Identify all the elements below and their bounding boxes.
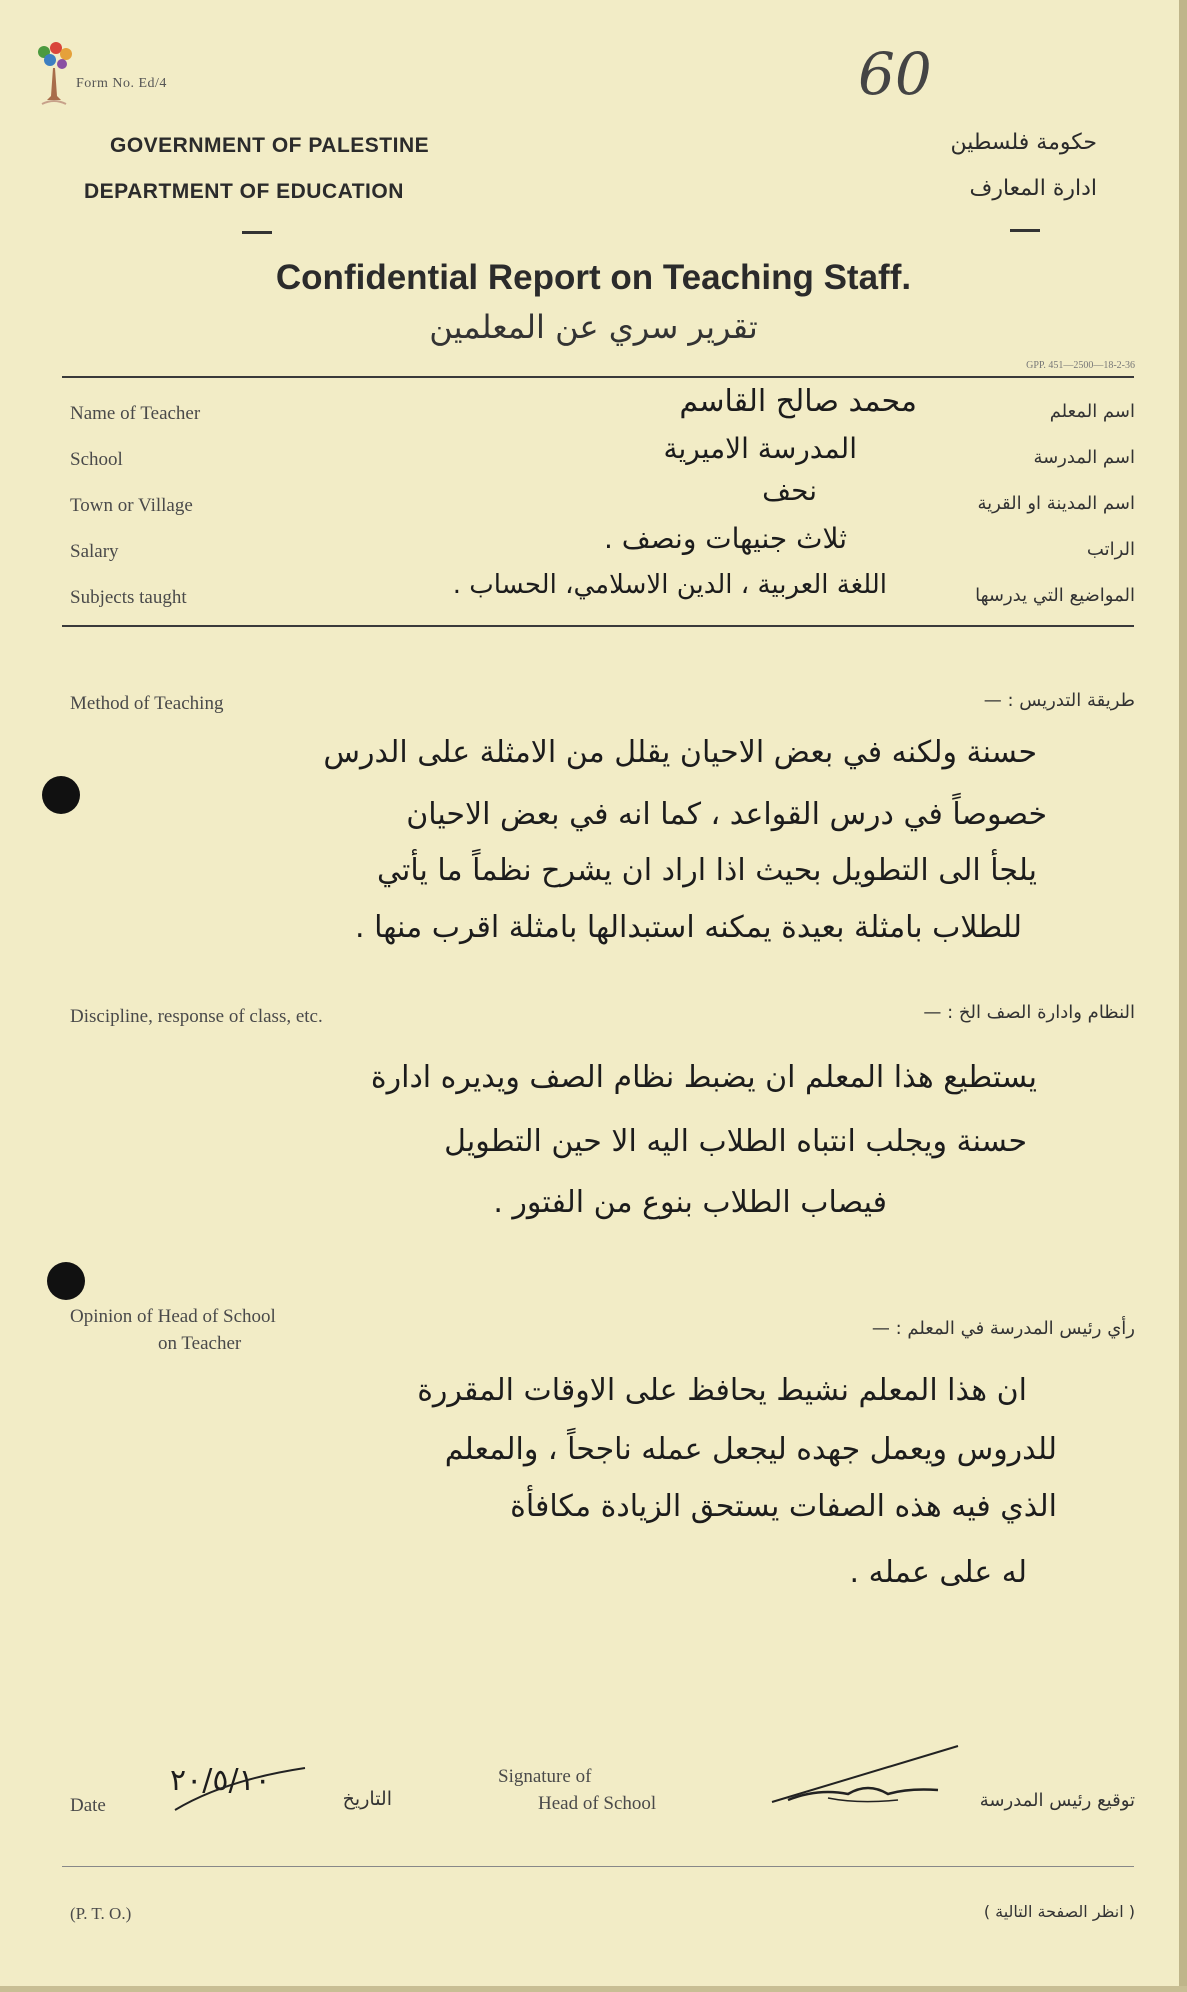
date-label-ar: التاريخ xyxy=(342,1788,392,1810)
name-value: محمد صالح القاسم xyxy=(679,384,917,419)
page-number-handwritten: 60 xyxy=(858,40,932,108)
pto-label: (P. T. O.) xyxy=(70,1904,132,1923)
header-dash-right xyxy=(1010,229,1040,232)
page-edge-right xyxy=(1179,0,1187,1992)
head-signature xyxy=(768,1738,968,1810)
pto-label-ar: ( انظر الصفحة التالية ) xyxy=(983,1902,1135,1921)
subjects-label-ar: المواضيع التي يدرسها xyxy=(975,585,1135,606)
method-line-3: يلجأ الى التطويل بحيث اذا اراد ان يشرح نظماً ما يأتي xyxy=(377,853,1037,888)
header-dash-left xyxy=(242,231,272,234)
dept-title-en: DEPARTMENT OF EDUCATION xyxy=(84,180,404,203)
opinion-label-ar: رأي رئيس المدرسة في المعلم : — xyxy=(871,1318,1135,1339)
name-label-ar: اسم المعلم xyxy=(1049,401,1135,422)
opinion-label-2: on Teacher xyxy=(158,1333,242,1354)
salary-label-ar: الراتب xyxy=(1086,539,1135,560)
dept-title-ar: ادارة المعارف xyxy=(969,176,1097,201)
date-value: ٢٠/٥/١٠ xyxy=(170,1763,271,1798)
rule-fields-bottom xyxy=(62,625,1134,627)
report-title: Confidential Report on Teaching Staff. xyxy=(275,258,912,297)
school-value: المدرسة الاميرية xyxy=(663,432,857,465)
page-edge-bottom xyxy=(0,1986,1187,1992)
opinion-line-2: للدروس ويعمل جهده ليجعل عمله ناجحاً ، والمعلم xyxy=(444,1432,1057,1467)
method-line-2: خصوصاً في درس القواعد ، كما انه في بعض الاحيان xyxy=(406,797,1047,832)
method-line-1: حسنة ولكنه في بعض الاحيان يقلل من الامثلة على الدرس xyxy=(323,735,1037,770)
signature-label-1: Signature of xyxy=(498,1766,592,1787)
print-code: GPP. 451—2500—18-2-36 xyxy=(1026,360,1135,371)
subjects-value: اللغة العربية ، الدين الاسلامي، الحساب . xyxy=(452,570,887,600)
school-label: School xyxy=(70,449,123,470)
town-label: Town or Village xyxy=(70,495,193,516)
discipline-label: Discipline, response of class, etc. xyxy=(70,1006,323,1027)
method-line-4: للطلاب بامثلة بعيدة يمكنه استبدالها بامثلة اقرب منها . xyxy=(355,910,1022,945)
method-label: Method of Teaching xyxy=(70,693,224,714)
rule-footer xyxy=(62,1866,1134,1867)
gov-title-en: GOVERNMENT OF PALESTINE xyxy=(110,134,430,157)
discipline-line-3: فيصاب الطلاب بنوع من الفتور . xyxy=(493,1185,887,1220)
signature-label-ar: توقيع رئيس المدرسة xyxy=(979,1790,1135,1811)
date-label: Date xyxy=(70,1795,106,1816)
discipline-label-ar: النظام وادارة الصف الخ : — xyxy=(923,1002,1135,1023)
gov-title-ar: حكومة فلسطين xyxy=(950,130,1097,155)
punch-hole-upper xyxy=(42,776,80,814)
punch-hole-lower xyxy=(47,1262,85,1300)
salary-label: Salary xyxy=(70,541,119,562)
name-label: Name of Teacher xyxy=(70,403,201,424)
salary-value: ثلاث جنيهات ونصف . xyxy=(603,522,847,555)
rule-top xyxy=(62,376,1134,378)
discipline-line-2: حسنة ويجلب انتباه الطلاب اليه الا حين التطويل xyxy=(444,1124,1027,1159)
discipline-line-1: يستطيع هذا المعلم ان يضبط نظام الصف ويديره ادارة xyxy=(370,1060,1037,1095)
opinion-line-3: الذي فيه هذه الصفات يستحق الزيادة مكافأة xyxy=(510,1489,1057,1524)
opinion-line-4: له على عمله . xyxy=(849,1555,1027,1590)
report-title-ar: تقرير سري عن المعلمين xyxy=(429,308,758,346)
date-scribble xyxy=(165,1760,325,1820)
opinion-line-1: ان هذا المعلم نشيط يحافظ على الاوقات المقررة xyxy=(417,1373,1027,1408)
signature-label-2: Head of School xyxy=(538,1793,657,1814)
opinion-label-1: Opinion of Head of School xyxy=(70,1306,276,1327)
town-value: نحف xyxy=(762,474,817,507)
school-label-ar: اسم المدرسة xyxy=(1033,447,1135,468)
method-label-ar: طريقة التدريس : — xyxy=(983,690,1135,711)
subjects-label: Subjects taught xyxy=(70,587,187,608)
form-number: Form No. Ed/4 xyxy=(76,76,167,91)
town-label-ar: اسم المدينة او القرية xyxy=(977,493,1135,514)
tree-logo-icon xyxy=(28,38,80,108)
